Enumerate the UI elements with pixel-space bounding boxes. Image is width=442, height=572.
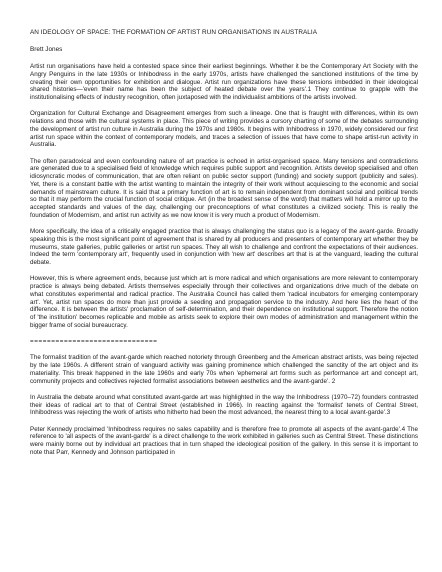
document-page — [30, 29, 418, 465]
paragraph: More specifically, the idea of a critically engaged practice that is always challenging the status quo is a legacy of the avant-garde. Broadly speaking this is the most significant point of agreement that is shared by all producers and presenters of contemporary art whether they be museums, state galleries, public galleries or artist run spaces. They all wish to challenge and confront the expectations of their audiences. Indeed the term 'contemporary art', frequently used in conjunction with 'new art' describes art that is at the vanguard, leading the cultural debate. — [30, 228, 418, 266]
paragraph: Organization for Cultural Exchange and Disagreement emerges from such a lineage. One that is fraught with differences, within its own relations and those with the cultural systems in place. This piece of writing provides a cursory charting of some of the debates surrounding the development of artist run culture in Australia during the 1970s and 1980s. It begins with Inhibodress in 1970, widely considered our first artist run space within the context of contemporary models, and traces a selection of issues that have come to shape artist-run activity in Australia. — [30, 110, 418, 149]
paragraph: The often paradoxical and even confounding nature of art practice is echoed in artist-organised space. Many tensions and contradictions are generated due to a specialised field of knowledge which requires public support and recognition. Artists develop specialised and often idiosyncratic modes of communication, that are often reliant on public sector support (funding) and society support (publicity and sales). Yet, there is a constant battle with the artist wanting to maintain the integrity of their work without acquiescing to the economic and social demands of mainstream culture. It is said that a primary function of art is to remain independent from dominant social and political trends so that it may perform the crucial function of social critique. Art (in the broadest sense of the word) that matters will hold a mirror up to the accepted standards and values of the day, challenging our preconceptions of what constitutes a civilized society. This is really the foundation of Modernism, and artist run activity as we now know it is very much a product of Modernism. — [30, 157, 418, 219]
paragraph: However, this is where agreement ends, because just which art is more radical and which organisations are more relevant to contemporary practice is always being debated. Artists themselves especially through their collectives and organizations drive much of the debate on what constitutes experimental and radical practice. The Australia Council has called them 'radical incubators for emerging contemporary art'. Yet, artist run spaces do more than just provide a seeding and propagation service to the industry. And here lies the heart of the difference. It is between the artists' proclamation of self-determination, and their dependence on institutional support. Therefore the notion of 'the institution' becomes replicable and mobile as artists seek to explore their own modes of administration and management within the bigger frame of social bureaucracy. — [30, 275, 418, 329]
paragraph: Peter Kennedy proclaimed 'Inhibodress requires no sales capability and is therefore free to promote all aspects of the avant-garde'.4 The reference to 'all aspects of the avant-garde' is a direct challenge to the work exhibited in galleries such as Central Street. These distinctions were mainly borne out by individual art practices that in turn shaped the ideological position of the gallery. In this sense it is important to note that Parr, Kennedy and Johnson participated in — [30, 425, 418, 456]
paragraph: In Australia the debate around what constituted avant-garde art was highlighted in the way the Inhibodress (1970–72) founders contrasted their ideas of radical art to that of Central Street (established in 1966). In reacting against the 'formalist' tenets of Central Street, Inhibodress was rejecting the work of artists who hitherto had been the most advanced, the nearest thing to a local avant-garde'.3 — [30, 393, 418, 417]
section-divider: ============================== — [30, 338, 158, 345]
paragraph: The formalist tradition of the avant-garde which reached notoriety through Greenberg and the American abstract artists, was being rejected by the late 1960s. A different strain of vanguard activity was gaining prominence which challenged the sanctity of the art object and its materiality. This break happened in the late 1960s and early 70s when 'ephemeral art forms such as performance art and concept art, community projects and collectives rejected formalist associations between aesthetics and the avant-garde'. 2 — [30, 354, 418, 385]
paragraph: Artist run organisations have held a contested space since their earliest beginnings. Whether it be the Contemporary Art Society with the Angry Penguins in the late 1930s or Inhibodress in the early 1970s, artists have challenged the sanctioned institutions of the time by creating their own opportunities for exhibition and dialogue. Artist run organizations have these tensions imbedded in their ideological shared histories—'even their name has been the subject of heated debate over the years'.1 They continue to grapple with the institutionalising effects of industry recognition, often juxtaposed with the individualist ambitions of the artists involved. — [30, 63, 418, 101]
document-title: AN IDEOLOGY OF SPACE: THE FORMATION OF ARTIST RUN ORGANISATIONS IN AUSTRALIA — [30, 29, 318, 36]
document-author: Brett Jones — [30, 46, 63, 53]
